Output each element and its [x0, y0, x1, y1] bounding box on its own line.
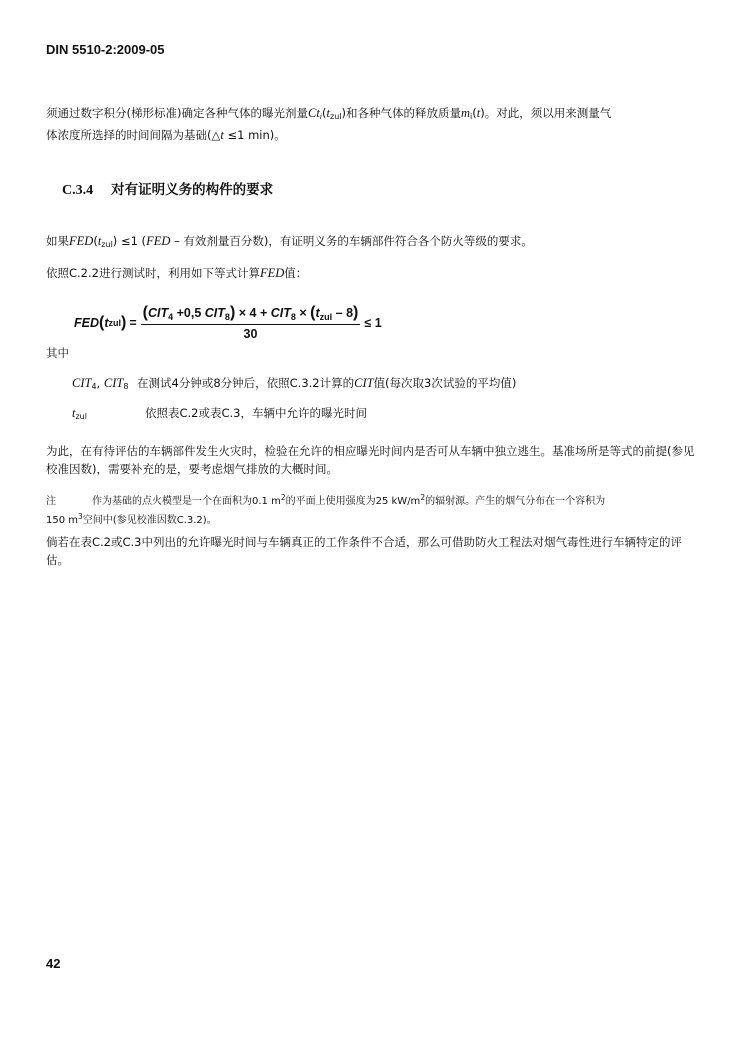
formula-times: × — [299, 306, 307, 320]
note-text-c: 的辐射源。产生的烟气分布在一个容积为 — [425, 496, 606, 507]
condition-text-3: – 有效剂量百分数)，有证明义务的车辆部件符合各个防火等级的要求。 — [174, 234, 533, 248]
formula-cit: CIT — [147, 306, 169, 320]
formula-t: t — [315, 306, 320, 320]
var-symbol: CIT — [72, 376, 92, 390]
t-symbol: t — [326, 106, 331, 120]
where-label: 其中 — [46, 346, 69, 360]
formula-coef: +0,5 — [176, 306, 202, 320]
t-symbol: t — [97, 234, 102, 248]
formula-fraction — [141, 304, 361, 341]
document-header: DIN 5510-2:2009-05 — [46, 42, 165, 57]
var-symbol: t — [72, 406, 76, 420]
paren: ( — [99, 313, 105, 331]
variable-tzul — [72, 404, 87, 426]
condition-text-2: ≤1 ( — [120, 234, 147, 248]
var-symbol: CIT — [103, 376, 124, 390]
calc-paragraph — [46, 264, 696, 282]
note-sup: 2 — [420, 493, 426, 502]
ct-letters: Ct — [307, 106, 320, 120]
note-sup: 3 — [78, 512, 83, 521]
condition-paragraph: 如果$FED(t_{zul}) \le 1$ (FED – 有效剂量百分数)，有证明义务的车辆部件符合各个防火等级的要求。 — [46, 234, 533, 249]
calc-text-2: 值： — [284, 266, 308, 280]
var-desc-symbol: CIT — [354, 376, 374, 390]
note-text-d: 150 m — [46, 515, 79, 526]
t-subscript: zul — [101, 240, 113, 249]
note-text-e: 空间中(参见校准因数C.3.2)。 — [82, 515, 217, 526]
formula-sub-8: 8 — [224, 312, 230, 322]
formula-sub-8: 8 — [290, 312, 296, 322]
fed-symbol: FED — [69, 234, 94, 248]
condition-text-1: 如果 — [46, 234, 69, 248]
variable-cit-desc — [137, 374, 516, 392]
fed-formula — [74, 304, 382, 341]
ct-subscript: i — [319, 112, 323, 121]
var-desc-2: 值(每次取3次试验的平均值) — [373, 376, 517, 390]
intro-text-1a: 须通过数字积分(梯形标准)确定各种气体的曝光剂量 — [46, 106, 308, 120]
var-subscript: 8 — [123, 382, 129, 391]
note-label: 注 — [46, 496, 56, 507]
formula-denominator: 30 — [243, 327, 258, 341]
formula-relation: ≤ 1 — [364, 315, 382, 330]
intro-text-1c: 。对此，须以用来测量气 — [484, 106, 612, 120]
variable-tzul-desc: 依照表C.2或表C.3，车辆中允许的曝光时间 — [145, 406, 368, 420]
formula-minus8: – 8 — [335, 306, 354, 320]
dt-symbol: t — [220, 128, 224, 142]
section-title: 对有证明义务的构件的要求 — [111, 182, 274, 198]
formula-t-sub: zul — [108, 317, 121, 328]
var-subscript: zul — [75, 412, 87, 421]
intro-text-2a: 体浓度所选择的时间间隔为基础(△ — [46, 128, 221, 142]
t-subscript: zul — [330, 112, 342, 121]
var-desc: 在测试4分钟或8分钟后，依照C.3.2计算的 — [137, 376, 355, 390]
section-heading — [62, 178, 273, 199]
note-text-a: 作为基础的点火模型是一个在面积为0.1 m — [92, 496, 281, 507]
formula-cit: CIT — [204, 306, 225, 320]
escape-paragraph: 为此，在有待评估的车辆部件发生火灾时，检验在允许的相应曝光时间内是否可从车辆中独立逃生。基准场所是等式的前提(参见校准因数)，需要补充的是，要考虑烟气排放的大概时间。 — [46, 444, 695, 476]
intro-text-1b: 和各种气体的释放质量 — [346, 106, 462, 120]
intro-paragraph — [46, 104, 696, 144]
paren: ( — [142, 304, 148, 321]
m-symbol: m — [461, 106, 471, 120]
var-subscript: 4 — [91, 382, 97, 391]
formula-equals: = — [129, 315, 137, 330]
intro-text-2b: ≤1 min)。 — [227, 128, 286, 142]
mt-symbol: t — [476, 106, 481, 120]
paren: ( — [310, 304, 316, 321]
formula-numerator — [141, 304, 361, 325]
paren: ) — [353, 304, 359, 321]
var-separator: , — [96, 376, 104, 390]
formula-sub-4: 4 — [168, 312, 174, 322]
intro-line-1: 须通过数字积分(梯形标准)确定各种气体的曝光剂量$Ct_i(t_{zul})$和各种气体的释放质量$m_i(t)$。对此，须以用来测量气 — [46, 106, 612, 121]
final-paragraph: 倘若在表C.2或C.3中列出的允许曝光时间与车辆真正的工作条件不合适，那么可借助防火工程法对烟气毒性进行车辆特定的评估。 — [46, 535, 682, 567]
paren: ) — [229, 304, 236, 321]
calc-text-1: 依照C.2.2进行测试时，利用如下等式计算 — [46, 266, 260, 280]
formula-t: t — [104, 315, 109, 330]
fed-symbol: FED — [146, 234, 171, 248]
note-paragraph — [46, 490, 696, 528]
variable-cit — [72, 374, 128, 396]
formula-cit: CIT — [270, 306, 291, 320]
section-number: C.3.4 — [62, 183, 94, 198]
note-sup: 2 — [280, 493, 286, 502]
formula-lhs: FED — [74, 315, 99, 330]
paren: ) — [121, 313, 127, 331]
intro-line-2 — [46, 126, 696, 144]
ct-symbol — [308, 106, 322, 120]
page-number: 42 — [46, 956, 61, 971]
fed-symbol: FED — [259, 266, 285, 280]
m-subscript: i — [470, 112, 473, 121]
formula-t-sub: zul — [319, 312, 333, 322]
note-text-b: 的平面上使用强度为25 kW/m — [285, 496, 421, 507]
formula-times4: × 4 + — [238, 306, 268, 320]
